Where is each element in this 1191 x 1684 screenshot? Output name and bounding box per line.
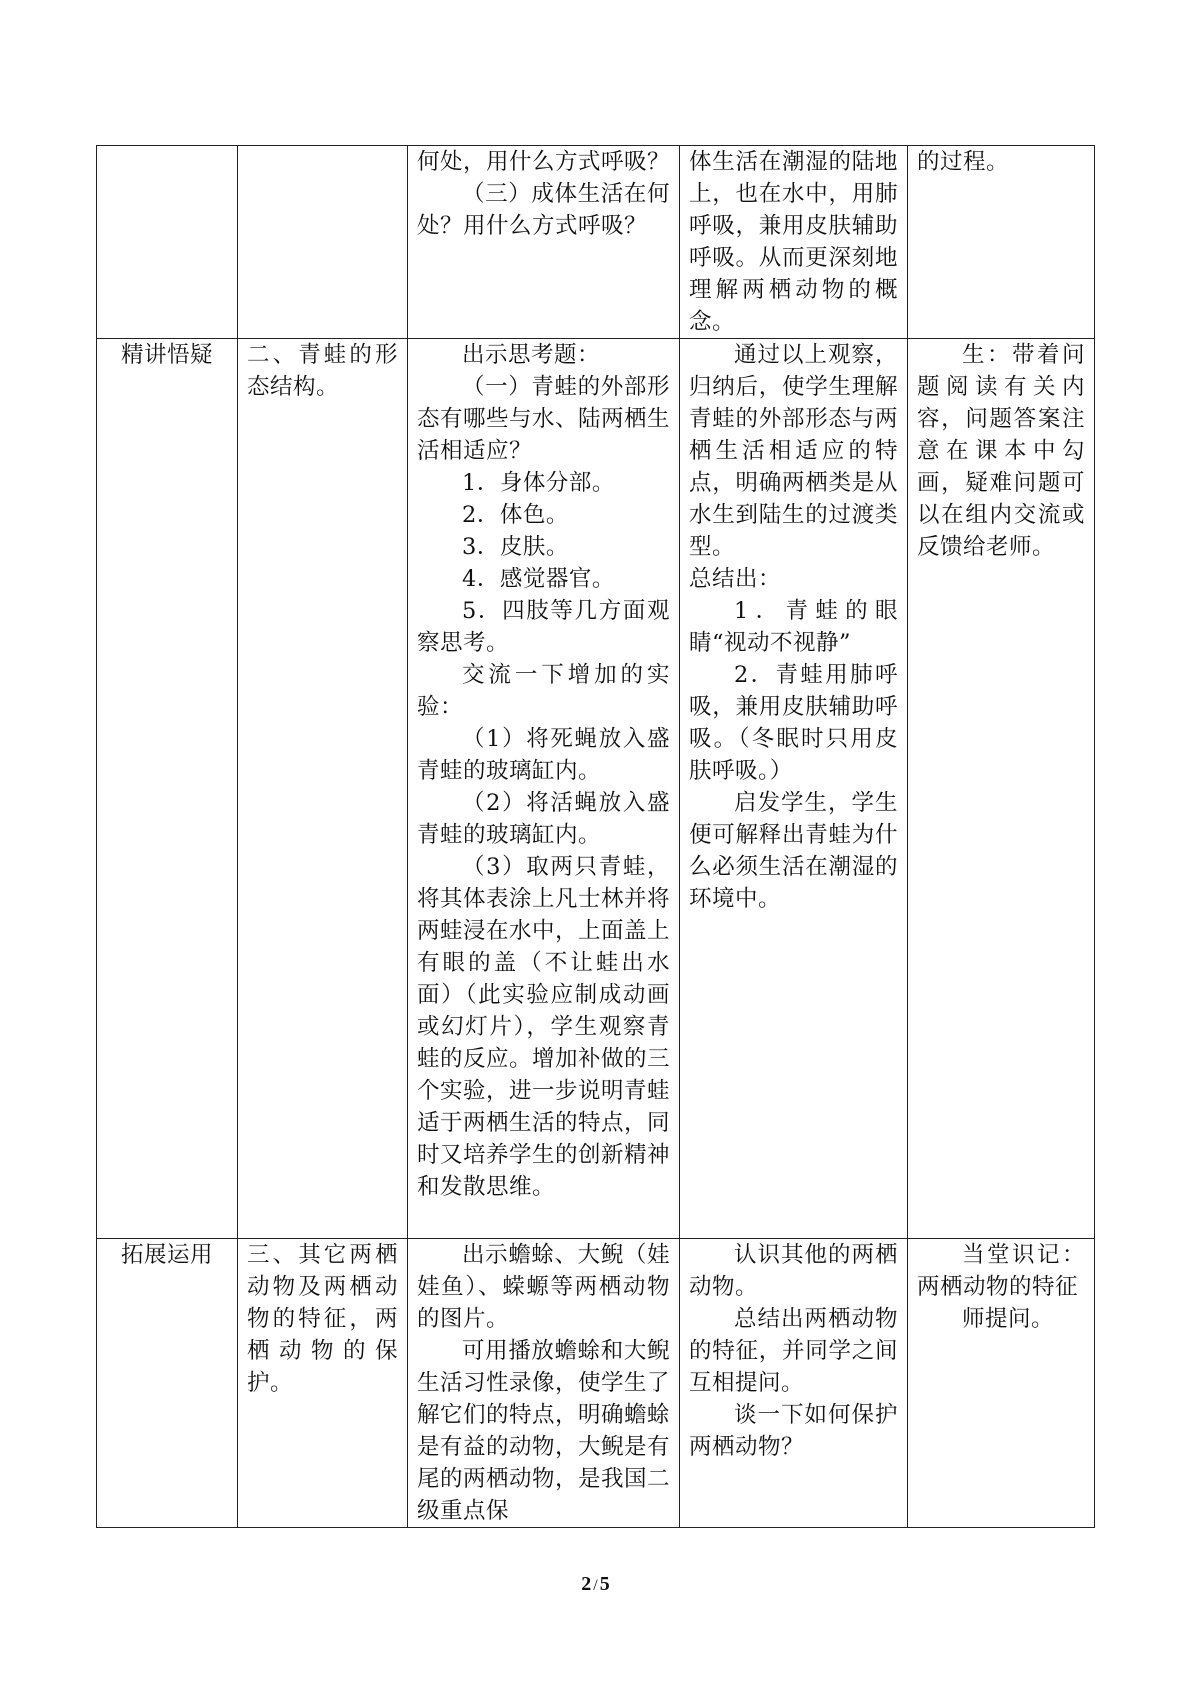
table-row-continued bbox=[97, 146, 1095, 339]
student-activity-cell bbox=[908, 339, 1095, 1239]
page-total: 5 bbox=[599, 1573, 610, 1595]
design-intent-line: 1．青蛙的眼睛“视动不视静” bbox=[689, 598, 898, 656]
design-intent-line: 总结出两栖动物的特征，并同学之间互相提问。 bbox=[689, 1306, 898, 1396]
content-cell bbox=[238, 339, 408, 1239]
content-text: 二、青蛙的形态结构。 bbox=[247, 342, 398, 400]
student-activity-line: 师提问。 bbox=[962, 1306, 1055, 1332]
teacher-activity-line: （3）取两只青蛙，将其体表涂上凡士林并将两蛙浸在水中，上面盖上有眼的盖（不让蛙出水面）（此实验应制成动画或幻灯片），学生观察青蛙的反应。增加补做的三个实验，进一步说明青蛙适于两栖生活的特点，同时又培养学生的创新精神和发散思维。 bbox=[417, 854, 671, 1200]
lesson-plan-table bbox=[96, 145, 1095, 1528]
phase-label: 精讲悟疑 bbox=[120, 342, 213, 368]
teacher-activity-line: 出示蟾蜍、大鲵（娃娃鱼）、蝾螈等两栖动物的图片。 bbox=[417, 1242, 670, 1332]
page-number bbox=[0, 1573, 1191, 1596]
content-cell bbox=[238, 1239, 408, 1528]
content-text: 三、其它两栖动物及两栖动物的特征，两栖动物的保护。 bbox=[247, 1242, 398, 1396]
design-intent-cell bbox=[680, 1239, 908, 1528]
teacher-activity-line: 何处，用什么方式呼吸？ bbox=[417, 149, 671, 175]
teacher-activity-line: 可用播放蟾蜍和大鲵生活习性录像，使学生了解它们的特点，明确蟾蜍是有益的动物，大鲵是有尾的两栖动物，是我国二级重点保 bbox=[417, 1338, 671, 1524]
design-intent-cell bbox=[680, 339, 908, 1239]
phase-cell bbox=[97, 1239, 238, 1528]
teacher-activity-line: 出示思考题： bbox=[462, 342, 601, 368]
content-cell bbox=[238, 146, 408, 339]
student-activity-line: 的过程。 bbox=[917, 149, 1010, 175]
teacher-activity-line: （一）青蛙的外部形态有哪些与水、陆两栖生活相适应？ bbox=[417, 374, 671, 464]
design-intent-line: 启发学生，学生便可解释出青蛙为什么必须生活在潮湿的环境中。 bbox=[689, 790, 898, 912]
table-row-extend bbox=[97, 1239, 1095, 1528]
page-separator: / bbox=[593, 1577, 598, 1594]
phase-cell bbox=[97, 146, 238, 339]
student-activity-cell bbox=[908, 146, 1095, 339]
teacher-activity-line: （1）将死蝇放入盛青蛙的玻璃缸内。 bbox=[417, 726, 670, 784]
table-row-explain bbox=[97, 339, 1095, 1239]
phase-cell bbox=[97, 339, 238, 1239]
design-intent-line: 认识其他的两栖动物。 bbox=[689, 1242, 898, 1300]
design-intent-line: 通过以上观察，归纳后，使学生理解青蛙的外部形态与两栖生活相适应的特点，明确两栖类是从水生到陆生的过渡类型。 bbox=[689, 342, 898, 560]
teacher-activity-line: 1．身体分部。 bbox=[462, 470, 615, 496]
teacher-activity-cell bbox=[408, 339, 680, 1239]
teacher-activity-line: 4．感觉器官。 bbox=[462, 566, 615, 592]
design-intent-cell bbox=[680, 146, 908, 339]
teacher-activity-line: （2）将活蝇放入盛青蛙的玻璃缸内。 bbox=[417, 790, 670, 848]
teacher-activity-cell bbox=[408, 146, 680, 339]
student-activity-cell bbox=[908, 1239, 1095, 1528]
design-intent-line: 体生活在潮湿的陆地上，也在水中，用肺呼吸，兼用皮肤辅助呼吸。从而更深刻地理解两栖动物的概念。 bbox=[689, 149, 898, 335]
design-intent-line: 2．青蛙用肺呼吸，兼用皮肤辅助呼吸。（冬眠时只用皮肤呼吸。） bbox=[689, 662, 898, 784]
teacher-activity-line: （三）成体生活在何处？用什么方式呼吸？ bbox=[417, 181, 670, 239]
teacher-activity-line: 3．皮肤。 bbox=[462, 534, 569, 560]
page-current: 2 bbox=[581, 1573, 592, 1595]
teacher-activity-line: 交流一下增加的实验： bbox=[417, 662, 670, 720]
teacher-activity-cell bbox=[408, 1239, 680, 1528]
phase-label: 拓展运用 bbox=[120, 1242, 213, 1268]
student-activity-line: 当堂识记：两栖动物的特征 bbox=[917, 1242, 1085, 1300]
teacher-activity-line: 5．四肢等几方面观察思考。 bbox=[417, 598, 670, 656]
design-intent-line: 总结出： bbox=[689, 566, 782, 592]
teacher-activity-line: 2．体色。 bbox=[462, 502, 569, 528]
design-intent-line: 谈一下如何保护两栖动物？ bbox=[689, 1402, 898, 1460]
student-activity-line: 生：带着问题阅读有关内容，问题答案注意在课本中勾画，疑难问题可以在组内交流或反馈给老师。 bbox=[917, 342, 1085, 560]
